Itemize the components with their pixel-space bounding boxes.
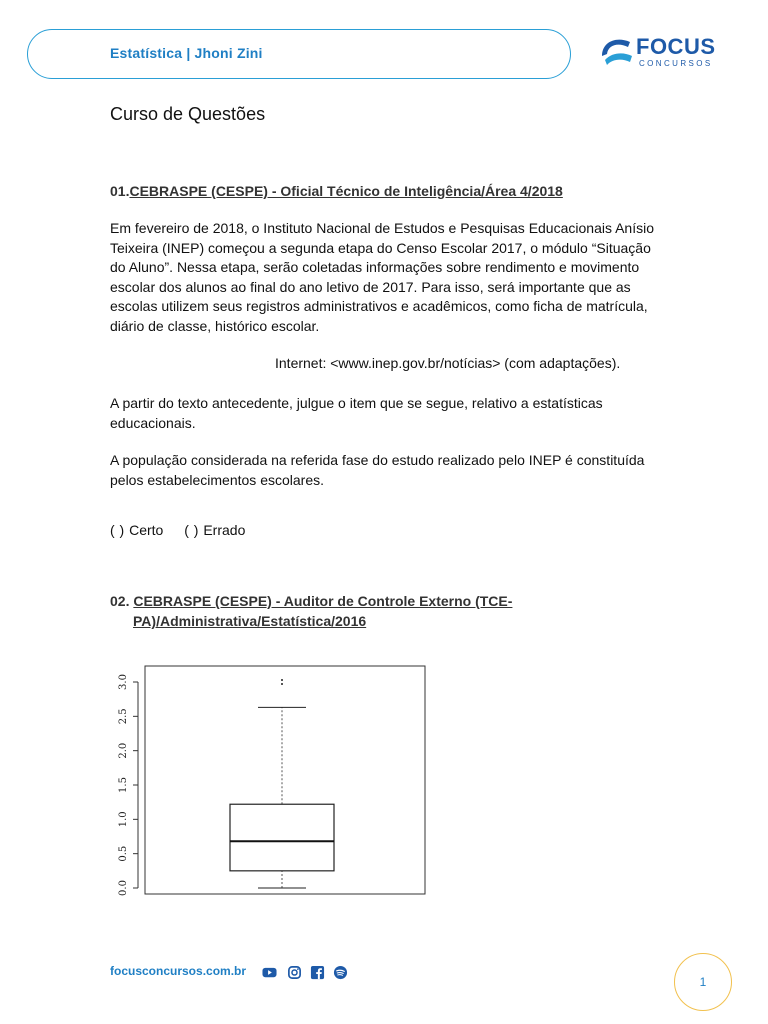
question-01-intro: Em fevereiro de 2018, o Instituto Nacional de Estudos e Pesquisas Educacionais Anísio Teixeira (INEP) começou a segunda etapa do Censo Escolar 2017, o módulo “Situação do Aluno”. Nessa etapa, serão coletadas informações sobre rendimento e movimento escolar dos alunos ao final do ano letivo de 2017. Para isso, será importante que as escolas utilizem seus registros administrativos e acadêmicos, como ficha de matrícula, diário de classe, histórico escolar. — [110, 220, 654, 334]
y-tick-label: 0.0 — [118, 880, 129, 896]
outlier-point — [281, 683, 283, 685]
question-01-header — [110, 183, 563, 199]
question-01-options — [110, 521, 670, 541]
y-tick-label: 1.0 — [118, 811, 129, 828]
question-01-instruction: A partir do texto antecedente, julgue o item que se segue, relativo a estatísticas educacionais. — [110, 395, 603, 431]
focus-logo-icon — [598, 34, 634, 70]
question-01-item: A população considerada na referida fase do estudo realizado pelo INEP é constituída pelos estabelecimentos escolares. — [110, 452, 645, 488]
question-source-link[interactable]: CEBRASPE (CESPE) - Oficial Técnico de Inteligência/Área 4/2018 — [129, 183, 563, 199]
facebook-icon[interactable] — [310, 965, 325, 980]
logo-subtitle: CONCURSOS — [639, 59, 713, 68]
focus-logo[interactable] — [598, 32, 728, 72]
header-title: Estatística | Jhoni Zini — [110, 45, 263, 61]
question-source-link-cont[interactable]: PA)/Administrativa/Estatística/2016 — [133, 613, 367, 629]
option-certo[interactable]: ( ) Certo — [110, 522, 164, 538]
option-errado[interactable]: ( ) Errado — [184, 522, 246, 538]
y-tick-label: 2.5 — [118, 708, 129, 725]
y-tick-label: 1.5 — [118, 777, 129, 793]
question-number: 01. — [110, 183, 130, 199]
y-tick-label: 2.0 — [118, 742, 129, 759]
page-number-badge — [674, 953, 732, 1011]
question-02-header — [110, 591, 512, 631]
page-title: Curso de Questões — [110, 104, 266, 124]
footer-url[interactable]: focusconcursos.com.br — [110, 964, 247, 978]
iqr-box — [230, 804, 334, 871]
question-01-citation: Internet: <www.inep.gov.br/notícias> (com adaptações). — [275, 355, 621, 371]
instagram-icon[interactable] — [287, 965, 302, 980]
page-number: 1 — [699, 975, 707, 989]
question-number: 02. — [110, 593, 130, 609]
logo-word: FOCUS — [636, 34, 716, 59]
boxplot-svg — [108, 662, 428, 900]
youtube-icon[interactable] — [262, 965, 277, 980]
outlier-point — [281, 679, 283, 681]
question-source-link[interactable]: CEBRASPE (CESPE) - Auditor de Controle Externo (TCE- — [133, 593, 513, 609]
y-tick-label: 0.5 — [118, 845, 129, 862]
header-bar — [27, 29, 571, 79]
y-tick-label: 3.0 — [118, 674, 129, 690]
spotify-icon[interactable] — [333, 965, 348, 980]
plot-frame — [145, 666, 425, 894]
boxplot-chart — [108, 662, 428, 900]
